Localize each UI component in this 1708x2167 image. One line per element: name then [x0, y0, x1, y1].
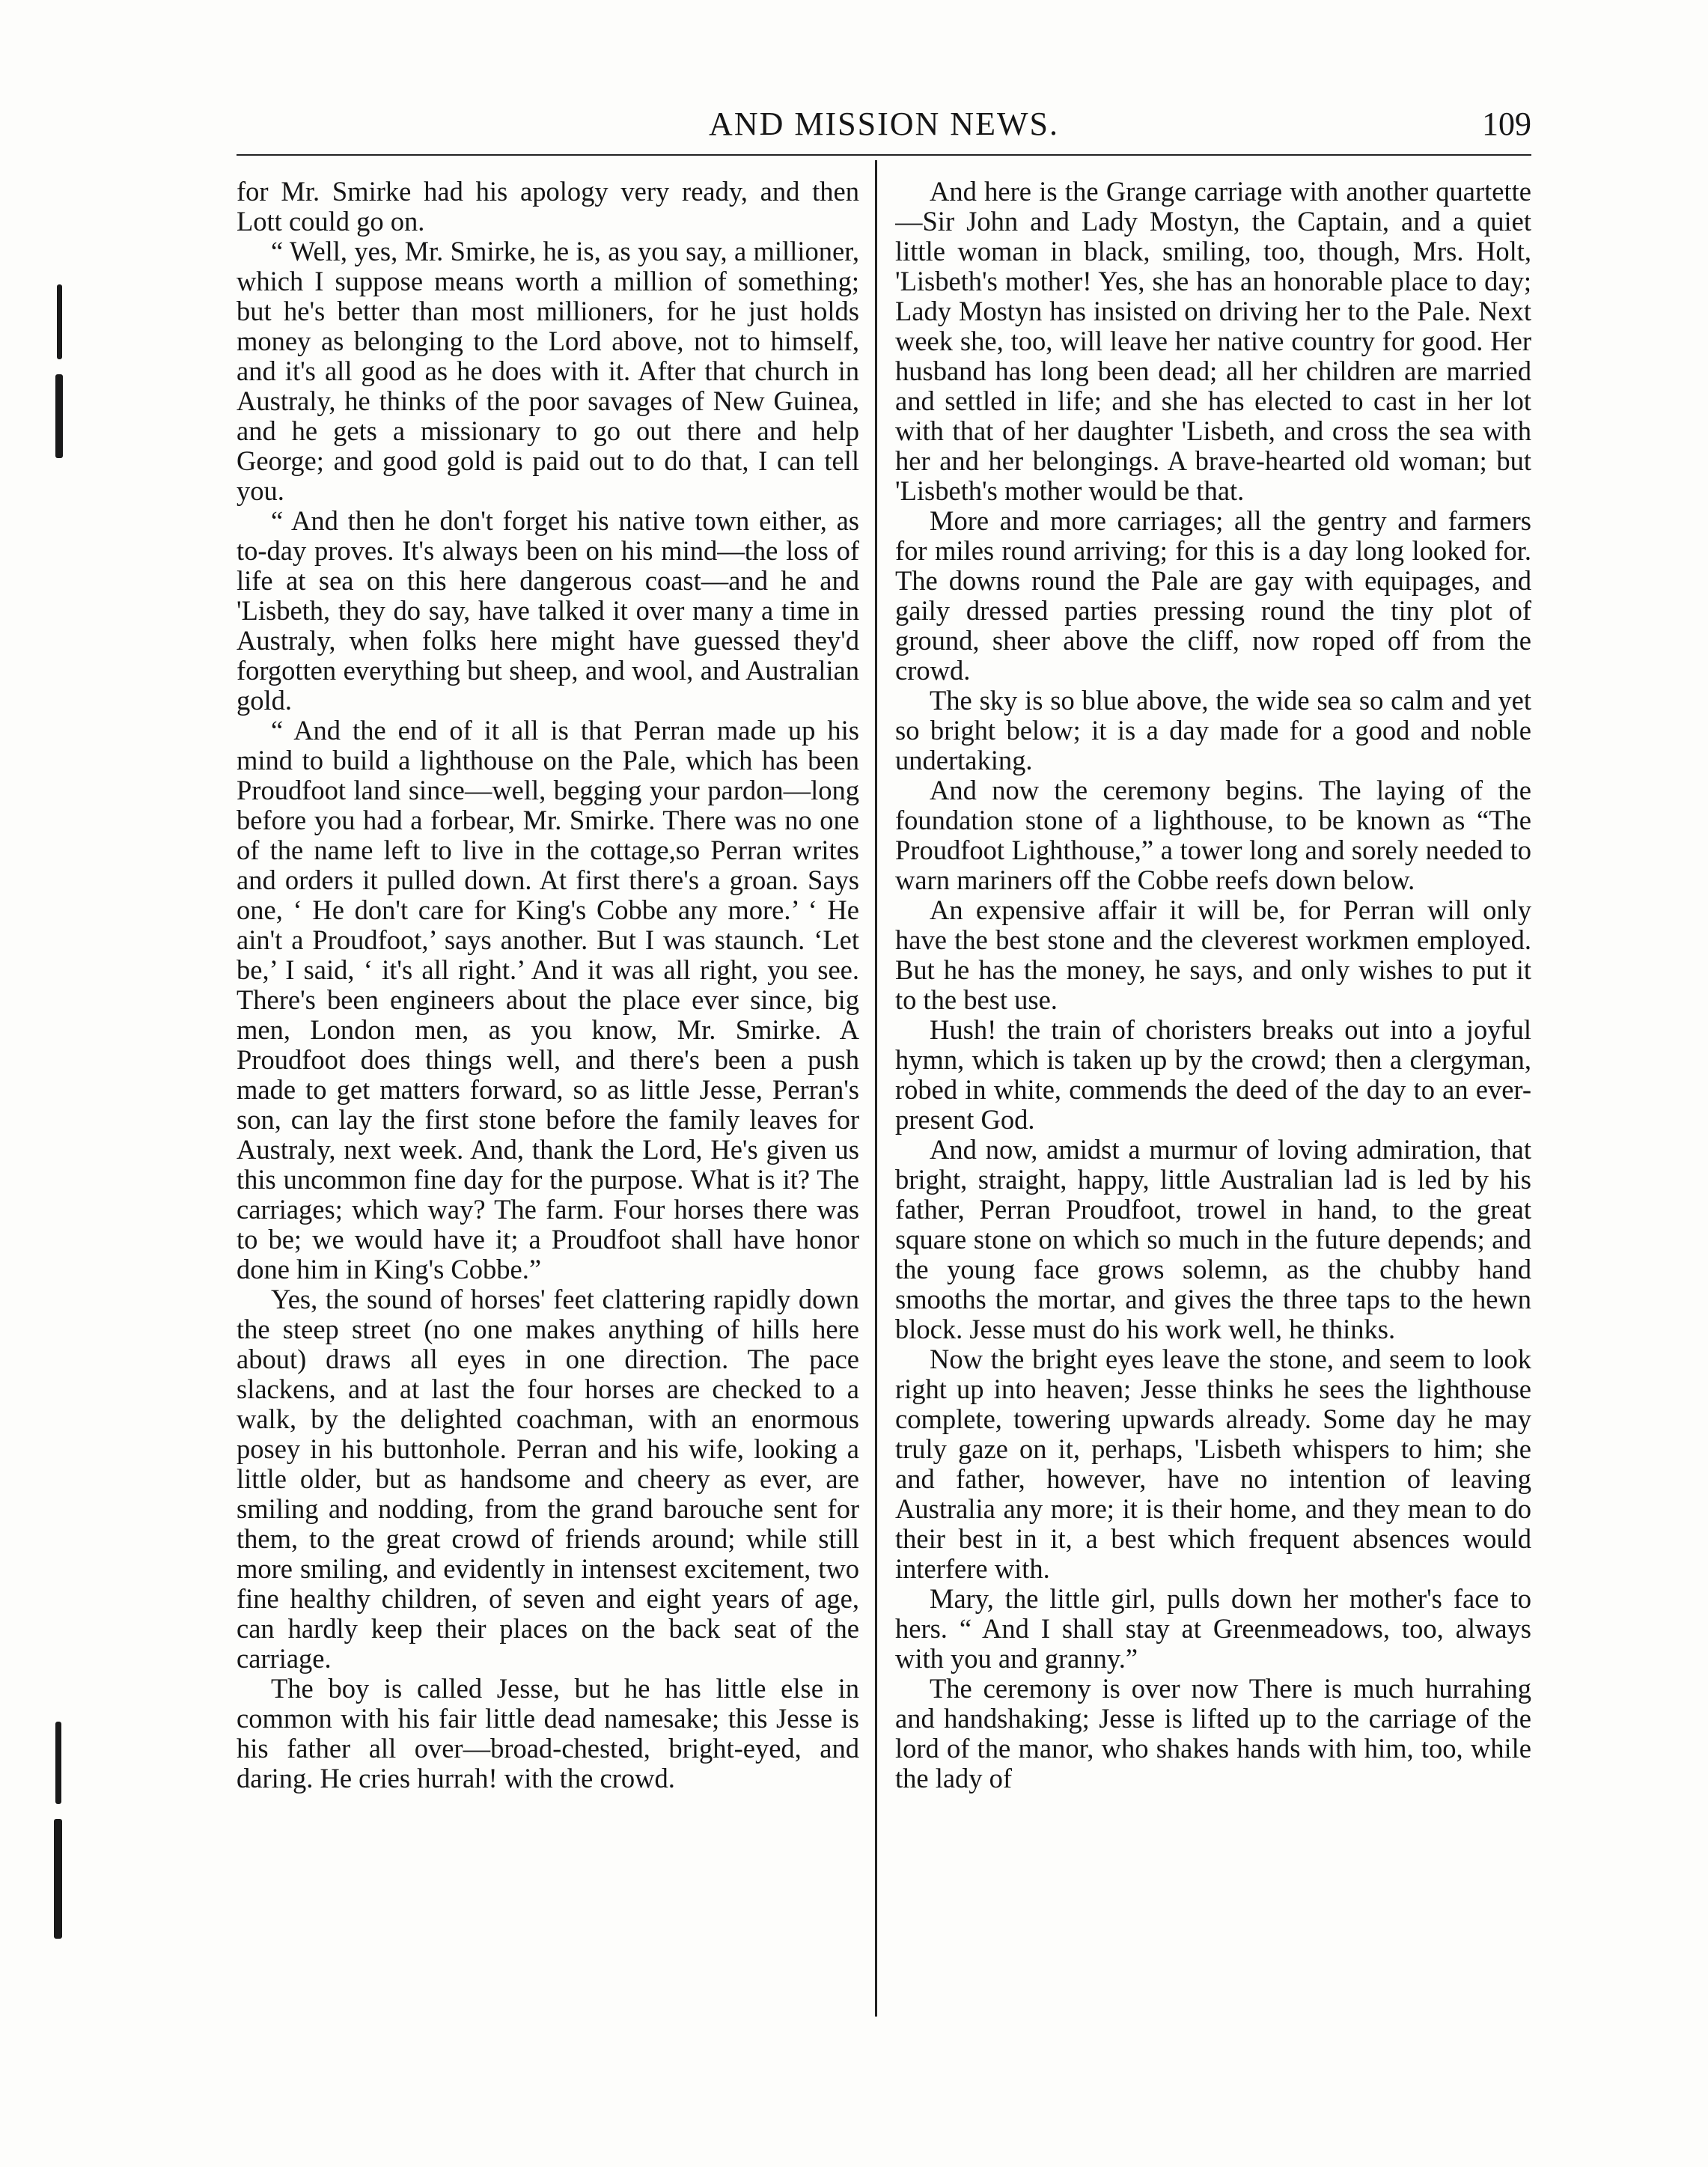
left-column — [237, 177, 859, 2018]
paragraph: And now, amidst a murmur of loving admiration, that bright, straight, happy, little Australian lad is led by his father, Perran Proudfoot, trowel in hand, to the great square stone on which so much in the future depends; and the young face grows solemn, as the chubby hand smooths the mortar, and gives the three taps to the hewn block. Jesse must do his work well, he thinks. — [895, 1134, 1531, 1344]
page-number: 109 — [1482, 106, 1531, 142]
column-divider — [875, 160, 877, 2017]
margin-mark — [57, 284, 62, 359]
right-column — [895, 177, 1531, 2018]
paragraph: for Mr. Smirke had his apology very ready, and then Lott could go on. — [237, 177, 859, 237]
paragraph: Hush! the train of choristers breaks out into a joyful hymn, which is taken up by the crowd; then a clergyman, robed in white, commends the deed of the day to an ever-present God. — [895, 1014, 1531, 1135]
paragraph: “ And the end of it all is that Perran made up his mind to build a lighthouse on the Pale, which has been Proudfoot land since—well, begging your pardon—long before you had a forbear, Mr. Smirke. There was no one of the name left to live in the cottage,so Perran writes and orders it pulled down. At first there's a groan. Says one, ‘ He don't care for King's Cobbe any more.’ ‘ He ain't a Proudfoot,’ says another. But I was staunch. ‘Let be,’ I said, ‘ it's all right.’ And it was all right, you see. There's been engineers about the place ever since, big men, London men, as you know, Mr. Smirke. A Proudfoot does things well, and there's been a push made to get matters forward, so as little Jesse, Perran's son, can lay the first stone before the family leaves for Australy, next week. And, thank the Lord, He's given us this uncommon fine day for the purpose. What is it? The carriages; which way? The farm. Four horses there was to be; we would have it; a Proudfoot shall have honor done him in King's Cobbe.” — [237, 715, 859, 1284]
header-rule — [237, 154, 1531, 156]
running-title: AND MISSION NEWS. — [709, 106, 1059, 142]
paragraph: More and more carriages; all the gentry and farmers for miles round arriving; for this is a day long looked for. The downs round the Pale are gay with equipages, and gaily dressed parties pressing round the tiny plot of ground, sheer above the cliff, now roped off from the crowd. — [895, 505, 1531, 686]
margin-mark — [54, 1819, 62, 1939]
margin-mark — [55, 1722, 61, 1804]
paragraph: Yes, the sound of horses' feet clattering rapidly down the steep street (no one makes anything of hills here about) draws all eyes in one direction. The pace slackens, and at last the four horses are checked to a walk, by the delighted coachman, with an enormous posey in his buttonhole. Perran and his wife, looking a little older, but as handsome and cheery as ever, are smiling and nodding, from the grand barouche sent for them, to the great crowd of friends around; while still more smiling, and evidently in intensest excitement, two fine healthy children, of seven and eight years of age, can hardly keep their places on the back seat of the carriage. — [237, 1284, 859, 1674]
page-header — [237, 103, 1531, 148]
paragraph: The ceremony is over now There is much hurrahing and handshaking; Jesse is lifted up to the carriage of the lord of the manor, who shakes hands with him, too, while the lady of — [895, 1673, 1531, 1793]
paragraph: The boy is called Jesse, but he has little else in common with his fair little dead namesake; this Jesse is his father all over—broad-chested, bright-eyed, and daring. He cries hurrah! with the crowd. — [237, 1673, 859, 1793]
paragraph: “ And then he don't forget his native town either, as to-day proves. It's always been on his mind—the loss of life at sea on this here dangerous coast—and he and 'Lisbeth, they do say, have talked it over many a time in Australy, when folks here might have guessed they'd forgotten everything but sheep, and wool, and Australian gold. — [237, 505, 859, 716]
paragraph: And here is the Grange carriage with another quartette—Sir John and Lady Mostyn, the Captain, and a quiet little woman in black, smiling, too, though, Mrs. Holt, 'Lisbeth's mother! Yes, she has an honorable place to day; Lady Mostyn has insisted on driving her to the Pale. Next week she, too, will leave her native country for good. Her husband has long been dead; all her children are married and settled in life; and she has elected to cast in her lot with that of her daughter 'Lisbeth, and cross the sea with her and her belongings. A brave-hearted old woman; but 'Lisbeth's mother would be that. — [895, 177, 1531, 506]
margin-mark — [55, 374, 63, 458]
paragraph: Mary, the little girl, pulls down her mother's face to hers. “ And I shall stay at Greenmeadows, too, always with you and granny.” — [895, 1583, 1531, 1674]
paragraph: “ Well, yes, Mr. Smirke, he is, as you say, a millioner, which I suppose means worth a million of something; but he's better than most millioners, for he just holds money as belonging to the Lord above, not to himself, and it's all good as he does with it. After that church in Australy, he thinks of the poor savages of New Guinea, and he gets a missionary to go out there and help George; and good gold is paid out to do that, I can tell you. — [237, 236, 859, 506]
paragraph: Now the bright eyes leave the stone, and seem to look right up into heaven; Jesse thinks he sees the lighthouse complete, towering upwards already. Some day he may truly gaze on it, perhaps, 'Lisbeth whispers to him; she and father, however, have no intention of leaving Australia any more; it is their home, and they mean to do their best in it, a best which frequent absences would interfere with. — [895, 1344, 1531, 1584]
paragraph: And now the ceremony begins. The laying of the foundation stone of a lighthouse, to be known as “The Proudfoot Lighthouse,” a tower long and sorely needed to warn mariners off the Cobbe reefs down below. — [895, 775, 1531, 895]
paragraph: The sky is so blue above, the wide sea so calm and yet so bright below; it is a day made for a good and noble undertaking. — [895, 685, 1531, 775]
paragraph: An expensive affair it will be, for Perran will only have the best stone and the cleverest workmen employed. But he has the money, he says, and only wishes to put it to the best use. — [895, 894, 1531, 1015]
